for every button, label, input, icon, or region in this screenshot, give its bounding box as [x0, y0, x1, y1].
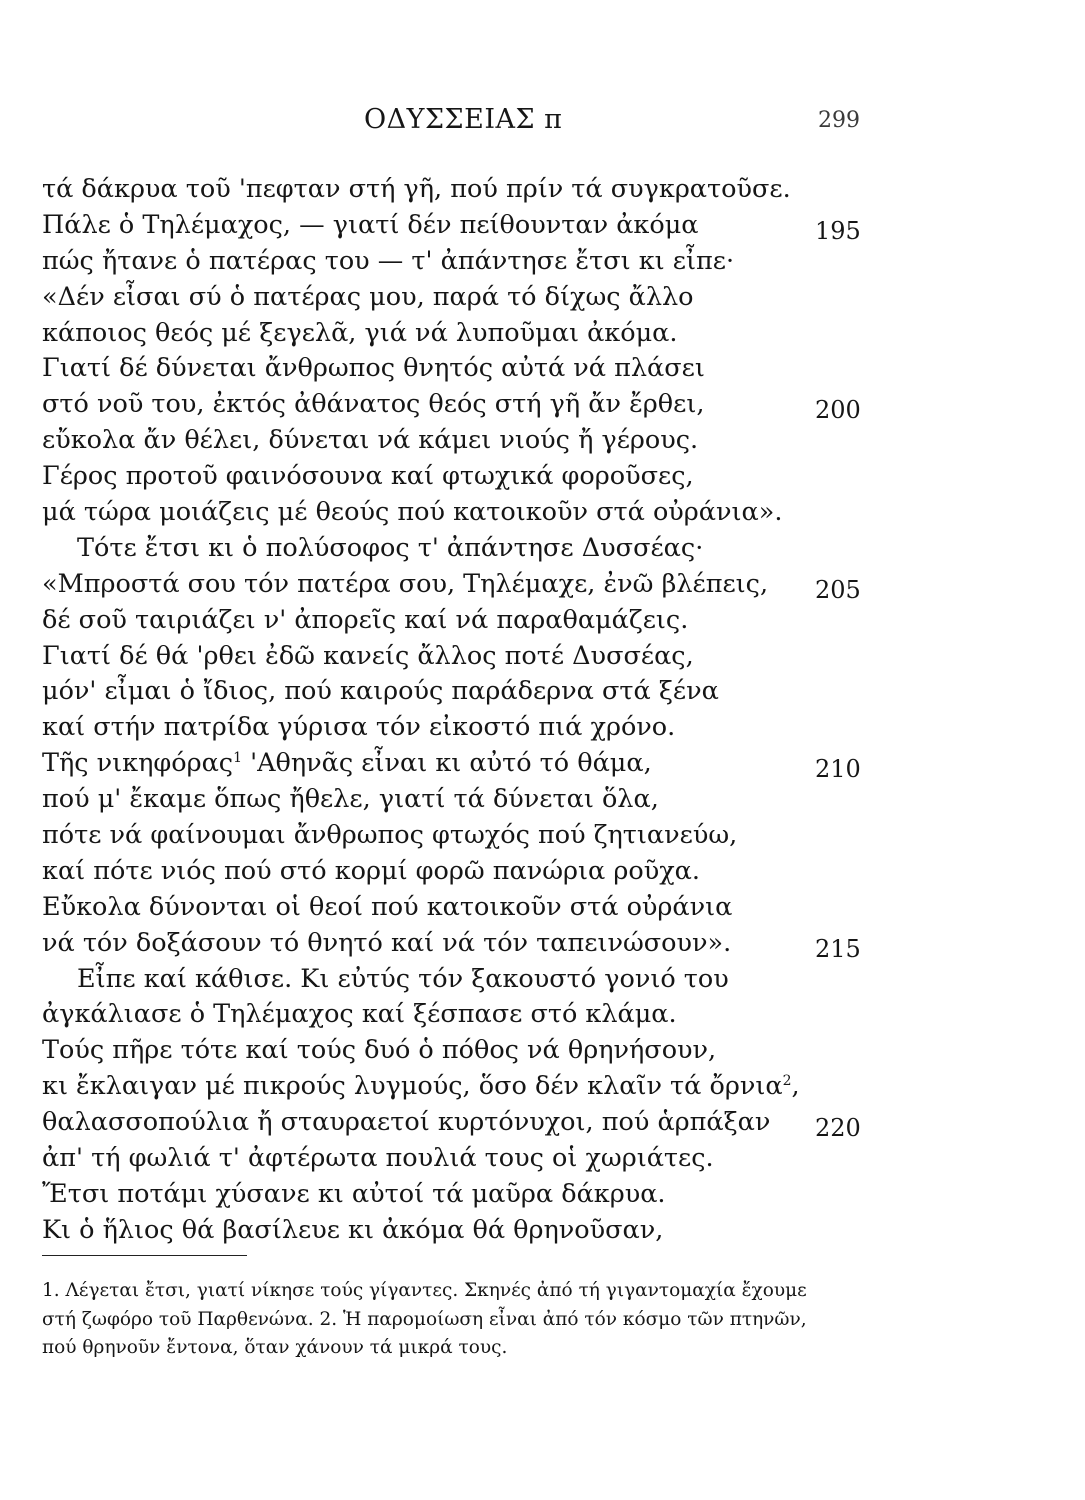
line-number: 210: [815, 755, 861, 784]
verse-text-main: Γιατί δέ θά 'ρθει ἐδῶ κανείς ἄλλος ποτέ Δυσσέας,: [42, 640, 694, 671]
verse-line: [0, 818, 1085, 854]
verse-line: [0, 926, 1085, 962]
verse-line: [0, 316, 1085, 352]
verse-text: [42, 926, 731, 962]
verse-text-main: Τούς πῆρε τότε καί τούς δυό ὁ πόθος νά θρηνήσουν,: [42, 1035, 717, 1066]
verse-line: [0, 1069, 1085, 1105]
line-number: 195: [815, 216, 861, 245]
verse-text: [42, 459, 694, 495]
verse-text-main: Τότε ἔτσι κι ὁ πολύσοφος τ' ἀπάντησε Δυσσέας·: [77, 532, 704, 563]
verse-text-main: πού μ' ἔκαμε ὅπως ἤθελε, γιατί τά δύνεται ὅλα,: [42, 784, 659, 815]
verse-text: [42, 316, 677, 352]
verse-line: [0, 1213, 1085, 1249]
verse-text-main: κι ἔκλαιγαν μέ πικρούς λυγμούς, ὅσο δέν κλαῖν τά ὄρνια: [42, 1071, 783, 1102]
verse-text: [42, 1213, 663, 1249]
verse-text-main: κάποιος θεός μέ ξεγελᾶ, γιά νά λυποῦμαι ἀκόμα.: [42, 317, 678, 348]
verse-line: [0, 710, 1085, 746]
verse-text-main: νά τόν δοξάσουν τό θνητό καί νά τόν ταπεινώσουν».: [42, 927, 732, 958]
verse-text: [42, 639, 694, 675]
verse-text-main: τά δάκρυα τοῦ 'πεφταν στή γῆ, πού πρίν τά συγκρατοῦσε.: [42, 174, 791, 204]
running-head: [0, 104, 1085, 144]
footnote-line: στή ζωφόρο τοῦ Παρθενώνα. 2. Ἡ παρομοίωση εἶναι ἀπό τόν κόσμο τῶν πτηνῶν,: [42, 1308, 807, 1330]
verse-text-main: Γιατί δέ δύνεται ἄνθρωπος θνητός αὐτά νά πλάσει: [42, 353, 705, 384]
verse-text: [42, 280, 694, 316]
verse-line: [0, 531, 1085, 567]
verse-text: [42, 244, 734, 280]
verse-line: [0, 1141, 1085, 1177]
verse-line: [0, 782, 1085, 818]
verse-text: [77, 531, 703, 567]
verse-text: [42, 603, 688, 639]
verse-text-main: «Μπροστά σου τόν πατέρα σου, Τηλέμαχε, ἐνῶ βλέπεις,: [42, 568, 769, 599]
verse-line: [0, 280, 1085, 316]
verse-text: [42, 890, 732, 926]
verse-text-main: Γέρος προτοῦ φαινόσουνα καί φτωχικά φοροῦσες,: [42, 461, 694, 492]
line-number: 200: [815, 396, 861, 425]
verse-text: [42, 495, 782, 531]
verse-text-after: ,: [791, 1071, 800, 1102]
verse-text-main: Εἶπε καί κάθισε. Κι εὐτύς τόν ξακουστό γονιό του: [77, 963, 729, 994]
footnotes: [42, 1277, 892, 1363]
verse-text-after: 'Αθηνᾶς εἶναι κι αὐτό τό θάμα,: [242, 748, 652, 779]
verse-text: [42, 1105, 770, 1141]
verse-text: [42, 710, 675, 746]
verse-text-main: θαλασσοπούλια ἤ σταυραετοί κυρτόνυχοι, πού ἁρπάξαν: [42, 1107, 771, 1138]
line-number: 205: [815, 575, 861, 604]
footnote-marker: 1: [233, 750, 243, 767]
verse-line: [0, 674, 1085, 710]
footnote-marker: 2: [782, 1073, 792, 1090]
verse-text-main: ἀγκάλιασε ὁ Τηλέμαχος καί ξέσπασε στό κλάμα.: [42, 999, 677, 1030]
verse-text-main: ἀπ' τή φωλιά τ' ἀφτέρωτα πουλιά τους οἱ χωριάτες.: [42, 1143, 714, 1174]
verse-line: [0, 387, 1085, 423]
verse-text: [42, 208, 699, 244]
verse-line: [0, 172, 1085, 208]
verse-text: [42, 674, 719, 710]
verse-text: [42, 567, 768, 603]
verse-line: [0, 423, 1085, 459]
verse-text: [42, 1177, 666, 1213]
verse-line: [0, 567, 1085, 603]
verse-text-main: μά τώρα μοιάζεις μέ θεούς πού κατοικοῦν στά οὐράνια».: [42, 497, 783, 528]
verse-text: [42, 1141, 714, 1177]
running-title: ΟΔΥΣΣΕΙΑΣ π: [364, 104, 563, 135]
verse-text-main: Ἔτσι ποτάμι χύσανε κι αὐτοί τά μαῦρα δάκρυα.: [42, 1178, 666, 1209]
verse-text-main: Κι ὁ ἥλιος θά βασίλευε κι ἀκόμα θά θρηνοῦσαν,: [42, 1214, 664, 1245]
line-number: 220: [815, 1114, 861, 1143]
verse-line: [0, 1033, 1085, 1069]
verse-line: [0, 997, 1085, 1033]
line-number: 215: [815, 934, 861, 963]
verse-text: [42, 997, 677, 1033]
footnote-line: 1. Λέγεται ἔτσι, γιατί νίκησε τούς γίγαντες. Σκηνές ἀπό τή γιγαντομαχία ἔχουμε: [42, 1280, 807, 1301]
verse-text-main: στό νοῦ του, ἐκτός ἀθάνατος θεός στή γῆ ἄν ἔρθει,: [42, 389, 705, 420]
verse-text-main: Εὔκολα δύνονται οἱ θεοί πού κατοικοῦν στά οὐράνια: [42, 891, 733, 922]
verse-text-main: εὔκολα ἄν θέλει, δύνεται νά κάμει νιούς ἤ γέρους.: [42, 425, 699, 456]
verse-line: [0, 854, 1085, 890]
verse-line: [0, 1105, 1085, 1141]
verse-text-main: μόν' εἶμαι ὁ ἴδιος, πού καιρούς παράδερνα στά ξένα: [42, 676, 719, 707]
verse-line: [0, 495, 1085, 531]
verse-text: [42, 172, 791, 208]
verse-text: [42, 1033, 716, 1069]
verse-text: [42, 1069, 800, 1105]
verse-text-main: καί πότε νιός πού στό κορμί φορῶ πανώρια ροῦχα.: [42, 855, 700, 886]
verse-line: [0, 746, 1085, 782]
verse-line: [0, 351, 1085, 387]
verse-line: [0, 459, 1085, 495]
page-number: 299: [818, 108, 860, 133]
verse-line: [0, 890, 1085, 926]
verse-line: [0, 244, 1085, 280]
verse-text-main: Πάλε ὁ Τηλέμαχος, — γιατί δέν πείθουνταν ἀκόμα: [42, 209, 699, 240]
footnote-line: πού θρηνοῦν ἔντονα, ὅταν χάνουν τά μικρά τους.: [42, 1337, 508, 1358]
verse-text-main: καί στήν πατρίδα γύρισα τόν εἰκοστό πιά χρόνο.: [42, 712, 676, 743]
verse-text: [77, 962, 729, 998]
verse-text-main: Τῆς νικηφόρας: [42, 748, 234, 779]
verse-text: [42, 351, 705, 387]
verse-line: [0, 208, 1085, 244]
verse-line: [0, 639, 1085, 675]
verse-text: [42, 782, 659, 818]
verse-text-main: πότε νά φαίνουμαι ἄνθρωπος φτωχός πού ζητιανεύω,: [42, 820, 738, 851]
verse-text: [42, 818, 737, 854]
verse-text-main: δέ σοῦ ταιριάζει ν' ἀπορεῖς καί νά παραθαμάζεις.: [42, 604, 689, 635]
verse-text: [42, 854, 700, 890]
verse-text-main: πώς ἤτανε ὁ πατέρας του — τ' ἀπάντησε ἔτσι κι εἶπε·: [42, 245, 735, 276]
verse-line: [0, 603, 1085, 639]
verse-line: [0, 1177, 1085, 1213]
footnote-rule: [42, 1255, 247, 1256]
verse-text-main: «Δέν εἶσαι σύ ὁ πατέρας μου, παρά τό δίχως ἄλλο: [42, 281, 694, 312]
verse-block: [0, 172, 1085, 1249]
verse-text: [42, 387, 704, 423]
verse-text: [42, 746, 652, 782]
verse-line: [0, 962, 1085, 998]
verse-text: [42, 423, 698, 459]
